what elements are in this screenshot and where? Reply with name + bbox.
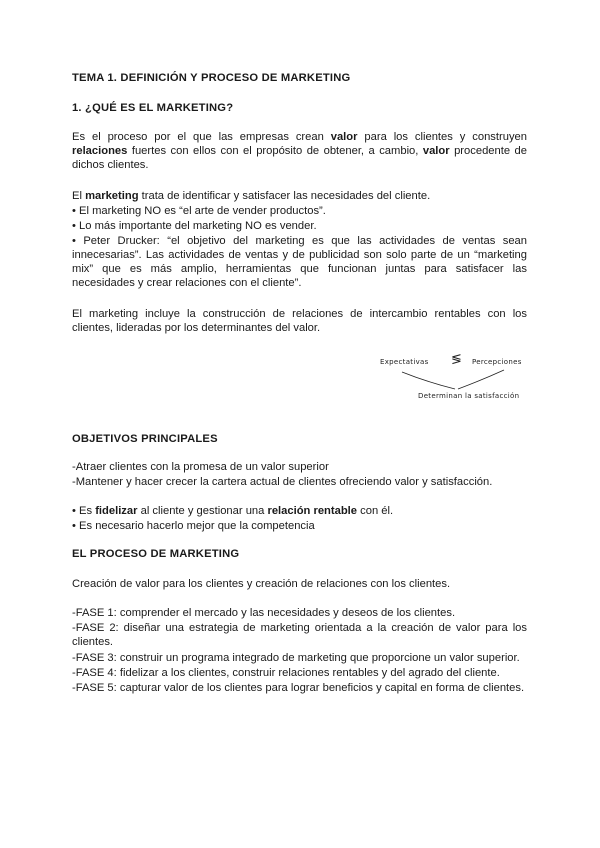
objectives-heading: OBJETIVOS PRINCIPALES [72, 433, 218, 445]
sketch-arrows [372, 352, 532, 412]
phase-5: -FASE 5: capturar valor de los clientes para lograr beneficios y capital en forma de clientes. [72, 682, 525, 694]
document-title: TEMA 1. DEFINICIÓN Y PROCESO DE MARKETING [72, 72, 351, 84]
objective-attract: -Atraer clientes con la promesa de un valor superior [72, 461, 329, 473]
value-relations-paragraph: El marketing incluye la construcción de relaciones de intercambio rentables con los clientes, lideradas por los determinantes del valor. [72, 308, 527, 334]
objective-retain: -Mantener y hacer crecer la cartera actual de clientes ofreciendo valor y satisfacción. [72, 476, 493, 488]
sketch-expectations-label: Expectativas [380, 358, 429, 366]
bullet-peter-drucker: • Peter Drucker: “el objetivo del marketing es que las actividades de ventas sean innecesarias”. Las actividades de ventas y de publicidad son solo parte de un “marketing mix” que es más amplio, herramientas que funcionan juntas para satisfacer las necesidades y crear relaciones con el cliente”. [72, 235, 527, 289]
bullet-better-than-competition: • Es necesario hacerlo mejor que la competencia [72, 520, 315, 532]
handwritten-sketch [372, 352, 532, 412]
phase-2: -FASE 2: diseñar una estrategia de marketing orientada a la creación de valor para los clientes. [72, 622, 527, 648]
sketch-comparison-symbol: ≶ [451, 352, 463, 367]
marketing-purpose-line: El marketing trata de identificar y satisfacer las necesidades del cliente. [72, 190, 431, 202]
definition-paragraph: Es el proceso por el que las empresas crean valor para los clientes y construyen relaciones fuertes con ellos con el propósito de obtener, a cambio, valor procedente de dichos clientes. [72, 131, 527, 171]
sketch-perceptions-label: Percepciones [472, 358, 522, 366]
bullet-not-selling: • Lo más importante del marketing NO es vender. [72, 220, 317, 232]
phase-3: -FASE 3: construir un programa integrado de marketing que proporcione un valor superior. [72, 652, 520, 664]
phase-4: -FASE 4: fidelizar a los clientes, construir relaciones rentables y del agrado del cliente. [72, 667, 500, 679]
bullet-fidelizar: • Es fidelizar al cliente y gestionar una relación rentable con él. [72, 505, 394, 517]
process-heading: EL PROCESO DE MARKETING [72, 548, 240, 560]
process-intro: Creación de valor para los clientes y creación de relaciones con los clientes. [72, 578, 451, 590]
section-heading-what-is-marketing: 1. ¿QUÉ ES EL MARKETING? [72, 102, 234, 114]
phase-1: -FASE 1: comprender el mercado y las necesidades y deseos de los clientes. [72, 607, 456, 619]
sketch-determines-satisfaction-label: Determinan la satisfacción [418, 392, 520, 400]
bullet-not-selling-art: • El marketing NO es “el arte de vender productos”. [72, 205, 326, 217]
